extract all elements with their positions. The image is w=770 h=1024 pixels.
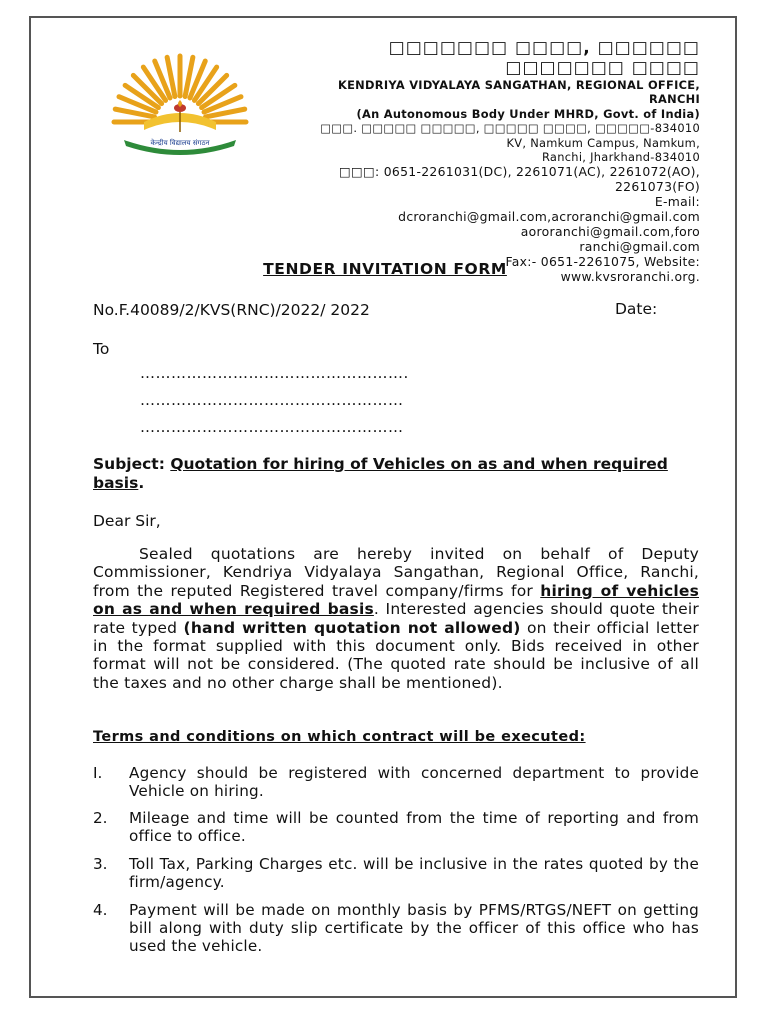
hindi-address: □□□. □□□□□ □□□□□, □□□□□ □□□□, □□□□□-834010 [320,121,700,136]
email-line-2: aororanchi@gmail.com,foro [520,224,700,240]
term-item [93,901,699,956]
term-item [93,764,699,800]
invitation-paragraph [93,545,699,692]
date-label: Date: [615,300,658,318]
subject-end: . [138,474,145,492]
email-line-3: ranchi@gmail.com [579,239,700,255]
terms-heading: Terms and conditions on which contract will be executed: [93,729,586,745]
org-name: KENDRIYA VIDYALAYA SANGATHAN, REGIONAL OFFICE, RANCHI [337,78,700,107]
para-part-1: Sealed quotations are hereby invited on behalf of Deputy Commissioner, Kendriya Vidyalaya Sangathan, Regional Office, Ranchi, from the reputed Registered travel company/firms for [93,545,699,600]
hindi-org-title: □□□□□□□ □□□□, □□□□□□ □□□□□□□ □□□□ [388,38,700,78]
para-bold-2: (hand written quotation not allowed) [183,618,521,637]
para-bold-1: hiring of vehicles on as and when required basis [93,581,699,619]
term-number: 2. [93,809,108,827]
term-item [93,809,699,845]
address-blank-1: ……………………………………………. [140,364,409,382]
email-label: E-mail: [654,194,700,210]
address-line-2: Ranchi, Jharkhand-834010 [541,150,700,165]
subject-line [93,455,693,493]
term-number: 3. [93,855,108,873]
reference-number: No.F.40089/2/KVS(RNC)/2022/ 2022 [93,301,370,319]
phone-numbers: □□□: 0651-2261031(DC), 2261071(AC), 2261072(AO), [339,164,700,180]
kvs-logo [104,44,256,162]
fax-website: Fax:- 0651-2261075, Website: [505,254,700,270]
para-part-3: on their official letter in the format supplied with this document only. Bids received in other format will not be considered. (The quoted rate should be inclusive of all the taxes and no other charge shall be mentioned). [93,618,699,692]
email-line-1: dcroranchi@gmail.com,acroranchi@gmail.com [398,209,700,225]
form-title: TENDER INVITATION FORM [263,260,507,278]
address-line-1: KV, Namkum Campus, Namkum, [506,135,700,150]
logo-caption: केन्द्रीय विद्यालय संगठन [150,139,210,147]
letterhead [320,38,700,284]
term-item [93,855,699,891]
term-text: Payment will be made on monthly basis by PFMS/RTGS/NEFT on getting bill along with duty slip certificate by the officer of this office who has used the vehicle. [129,901,699,956]
phone-numbers-cont: 2261073(FO) [614,179,700,195]
term-number: I. [93,764,103,782]
term-text: Toll Tax, Parking Charges etc. will be inclusive in the rates quoted by the firm/agency. [129,855,699,892]
term-text: Mileage and time will be counted from the time of reporting and from office to office. [129,809,699,846]
salutation: Dear Sir, [93,512,161,530]
address-blank-2: …………………………………………… [140,391,404,409]
to-label: To [93,340,110,358]
subject-label: Subject: [93,455,165,473]
subject-text: Quotation for hiring of Vehicles on as and when required basis [93,455,668,492]
address-blank-3: …………………………………………… [140,418,404,436]
term-text: Agency should be registered with concerned department to provide Vehicle on hiring. [129,764,699,801]
website: www.kvsroranchi.org. [560,269,700,285]
org-status: (An Autonomous Body Under MHRD, Govt. of India) [356,106,700,121]
term-number: 4. [93,901,108,919]
para-part-2: . Interested agencies should quote their rate typed [93,600,699,637]
